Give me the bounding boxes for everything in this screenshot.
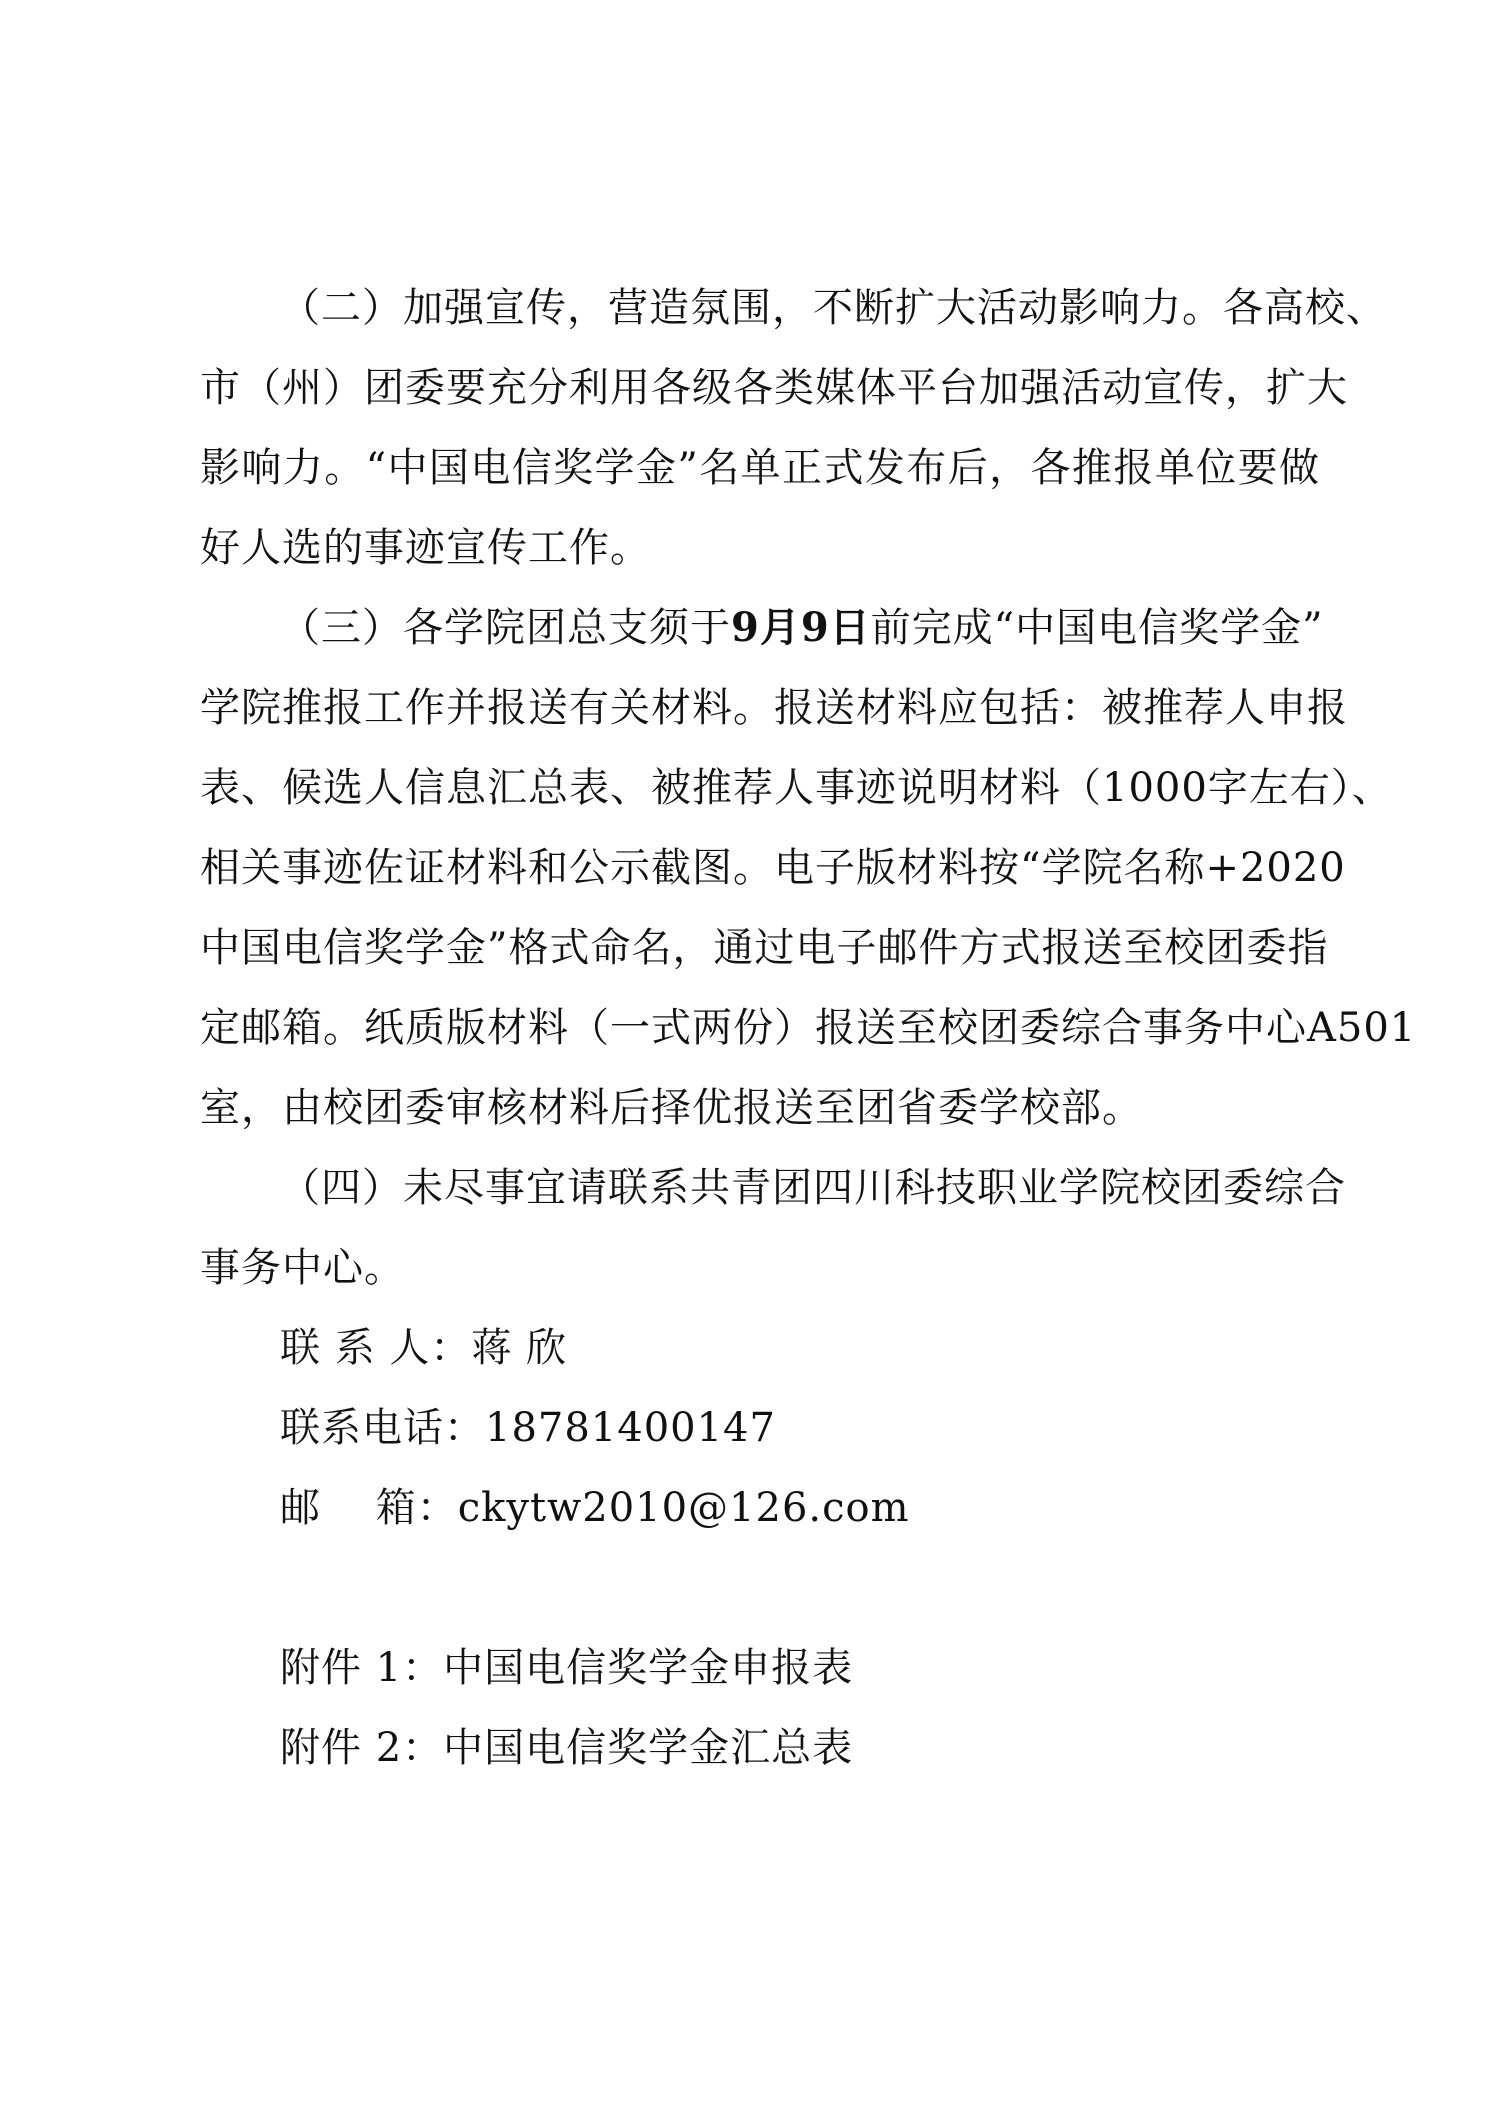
para3-line-6: 定邮箱。纸质版材料（一式两份）报送至校团委综合事务中心A501 xyxy=(200,1005,1417,1051)
para4-line-2: 事务中心。 xyxy=(200,1245,405,1291)
contact-phone: 联系电话：18781400147 xyxy=(280,1405,776,1451)
para3-line-1 xyxy=(280,602,1324,654)
para3-line-7: 室，由校团委审核材料后择优报送至团省委学校部。 xyxy=(200,1085,1143,1131)
para2-line-1: （二）加强宣传，营造氛围，不断扩大活动影响力。各高校、 xyxy=(280,285,1387,331)
para3-line-4: 相关事迹佐证材料和公示截图。电子版材料按“学院名称+2020 xyxy=(200,845,1346,891)
para3-line-3: 表、候选人信息汇总表、被推荐人事迹说明材料（1000字左右）、 xyxy=(200,765,1393,811)
attachment-1: 附件 1：中国电信奖学金申报表 xyxy=(280,1645,854,1691)
attachment-2: 附件 2：中国电信奖学金汇总表 xyxy=(280,1725,854,1771)
para2-line-2: 市（州）团委要充分利用各级各类媒体平台加强活动宣传，扩大 xyxy=(200,365,1348,411)
para3-line-5: 中国电信奖学金”格式命名，通过电子邮件方式报送至校团委指 xyxy=(200,925,1329,971)
para3-line-1-text-b: 前完成“中国电信奖学金” xyxy=(870,605,1324,651)
para3-line-1-text-a: （三）各学院团总支须于 xyxy=(280,605,731,651)
para2-line-3: 影响力。“中国电信奖学金”名单正式发布后，各推报单位要做 xyxy=(200,445,1320,491)
contact-email: 邮 箱：ckytw2010@126.com xyxy=(280,1485,910,1531)
para2-line-4: 好人选的事迹宣传工作。 xyxy=(200,525,651,571)
para4-line-1: （四）未尽事宜请联系共青团四川科技职业学院校团委综合 xyxy=(280,1165,1346,1211)
deadline-date: 9月9日 xyxy=(731,604,871,651)
contact-person: 联 系 人：蒋 欣 xyxy=(280,1325,568,1371)
para3-line-2: 学院推报工作并报送有关材料。报送材料应包括：被推荐人申报 xyxy=(200,685,1348,731)
